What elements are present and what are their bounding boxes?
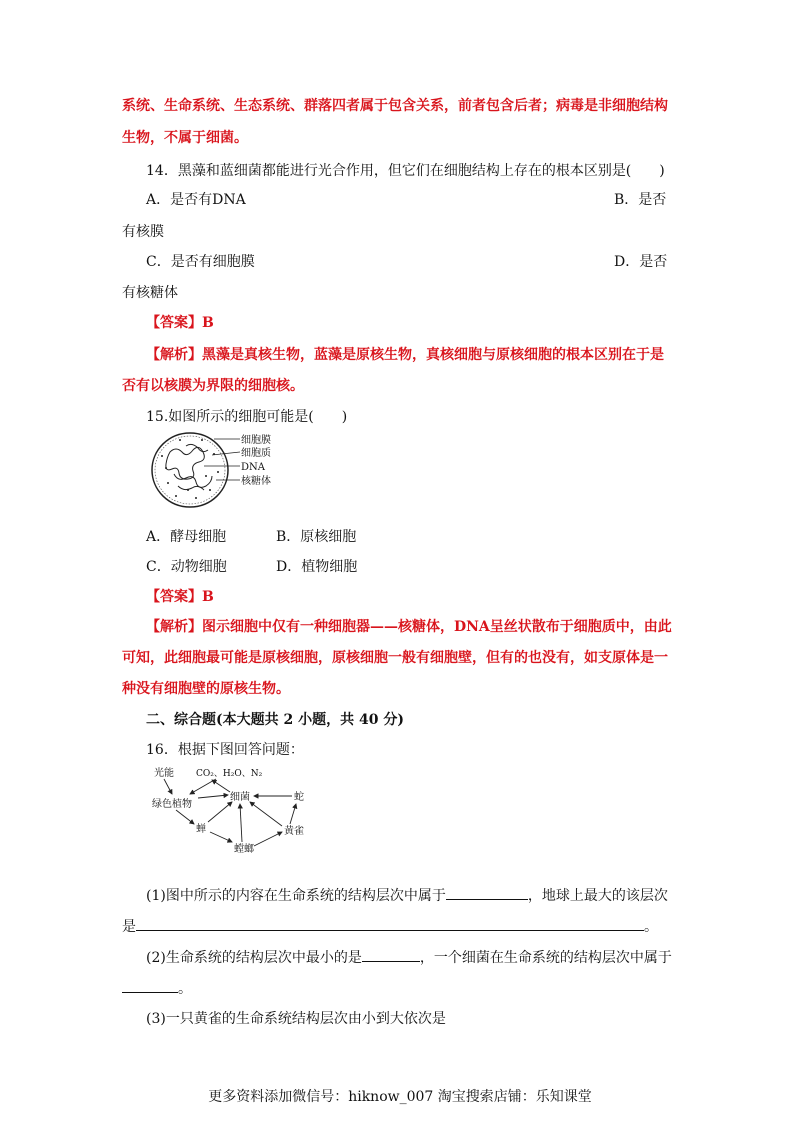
answer-label: 【答案】: [146, 315, 202, 331]
q14-option-a: A．是否有DNA: [146, 192, 246, 208]
analysis-label: 【解析】: [146, 347, 202, 363]
q14-option-d-cont: 有核糖体: [122, 285, 178, 301]
q16-sub2-end: 。: [178, 981, 192, 997]
analysis-text: 黑藻是真核生物，蓝藻是原核生物，真核细胞与原核细胞的根本区别在于是: [202, 347, 664, 363]
food-web-arrows: [164, 779, 296, 846]
q16-sub2-text-b: ，一个细菌在生命系统的结构层次中属于: [419, 950, 672, 966]
q15-analysis-1: [146, 617, 672, 637]
q15-option-c: C．动物细胞: [146, 559, 227, 575]
answer-blank-3[interactable]: [362, 947, 420, 962]
q15-option-a: A．酵母细胞: [146, 529, 227, 545]
q15-stem: 15.如图所示的细胞可能是( ): [146, 409, 348, 425]
answer-value: B: [202, 589, 214, 605]
q15-analysis-3: 种没有细胞壁的原核生物。: [122, 681, 290, 697]
dna-strands: [166, 444, 212, 490]
q14-option-d: D．是否: [614, 254, 668, 270]
q16-sub2-text-a: (2)生命系统的结构层次中最小的是: [146, 950, 362, 966]
answer-value: B: [202, 315, 214, 331]
q16-sub1-text-a: (1)图中所示的内容在生命系统的结构层次中属于: [146, 888, 446, 904]
analysis-text: 图示细胞中仅有一种细胞器——核糖体，DNA呈丝状散布于细胞质中，由此: [202, 619, 672, 635]
q14-option-b-cont: 有核膜: [122, 224, 164, 240]
cell-figure: [148, 428, 288, 516]
q15-analysis-2: 可知，此细胞最可能是原核细胞，原核细胞一般有细胞壁，但有的也没有，如支原体是一: [122, 650, 668, 666]
q16-sub1-end: 。: [644, 919, 658, 935]
q14-answer: [146, 313, 214, 333]
q16-stem: 16．根据下图回答问题：: [146, 742, 304, 758]
q14-analysis-1: [146, 345, 664, 365]
node-light: 光能: [154, 768, 174, 779]
node-cicada: 蝉: [196, 824, 206, 835]
q16-sub2-cont: [122, 978, 192, 999]
answer-blank-4[interactable]: [122, 978, 178, 993]
node-green-plant: 绿色植物: [152, 799, 192, 810]
intro-line-2: 生物，不属于细菌。: [122, 130, 248, 146]
label-cytoplasm: 细胞质: [241, 448, 271, 459]
node-snake: 蛇: [294, 792, 304, 803]
ribosome-dots: [161, 439, 219, 499]
q16-sub2: [146, 947, 672, 968]
page-footer: 更多资料添加微信号：hiknow_007 淘宝搜索店铺：乐知课堂: [208, 1089, 592, 1105]
node-mantis: 螳螂: [234, 844, 254, 855]
q14-analysis-2: 否有以核膜为界限的细胞核。: [122, 378, 304, 394]
node-bacteria: 细菌: [230, 792, 250, 803]
q14-option-b: B．是否: [614, 192, 667, 208]
food-web-figure: [146, 762, 336, 860]
q16-sub1-cont: [122, 916, 658, 937]
answer-blank-2[interactable]: [136, 916, 644, 931]
section-title: 二、综合题(本大题共 2 小题，共 40 分): [146, 712, 404, 728]
q16-sub1: [146, 885, 668, 906]
q15-answer: [146, 587, 214, 607]
answer-label: 【答案】: [146, 589, 202, 605]
label-ribosome: 核糖体: [241, 476, 271, 487]
answer-blank-1[interactable]: [446, 885, 528, 900]
intro-line-1: 系统、生命系统、生态系统、群落四者属于包含关系，前者包含后者；病毒是非细胞结构: [122, 98, 668, 114]
label-cell-membrane: 细胞膜: [241, 435, 271, 446]
q14-option-c: C．是否有细胞膜: [146, 254, 255, 270]
q14-stem: 14．黑藻和蓝细菌都能进行光合作用，但它们在细胞结构上存在的根本区别是( ): [146, 163, 665, 179]
q16-sub1-text-c: 是: [122, 919, 136, 935]
q16-sub1-text-b: ，地球上最大的该层次: [527, 888, 668, 904]
q15-option-d: D．植物细胞: [276, 559, 358, 575]
q16-sub3: (3)一只黄雀的生命系统结构层次由小到大依次是: [146, 1011, 446, 1027]
label-dna: DNA: [241, 462, 265, 473]
analysis-label: 【解析】: [146, 619, 202, 635]
q15-option-b: B．原核细胞: [276, 529, 357, 545]
node-oriole: 黄雀: [284, 826, 304, 837]
node-gases: CO₂、H₂O、N₂: [196, 769, 263, 779]
